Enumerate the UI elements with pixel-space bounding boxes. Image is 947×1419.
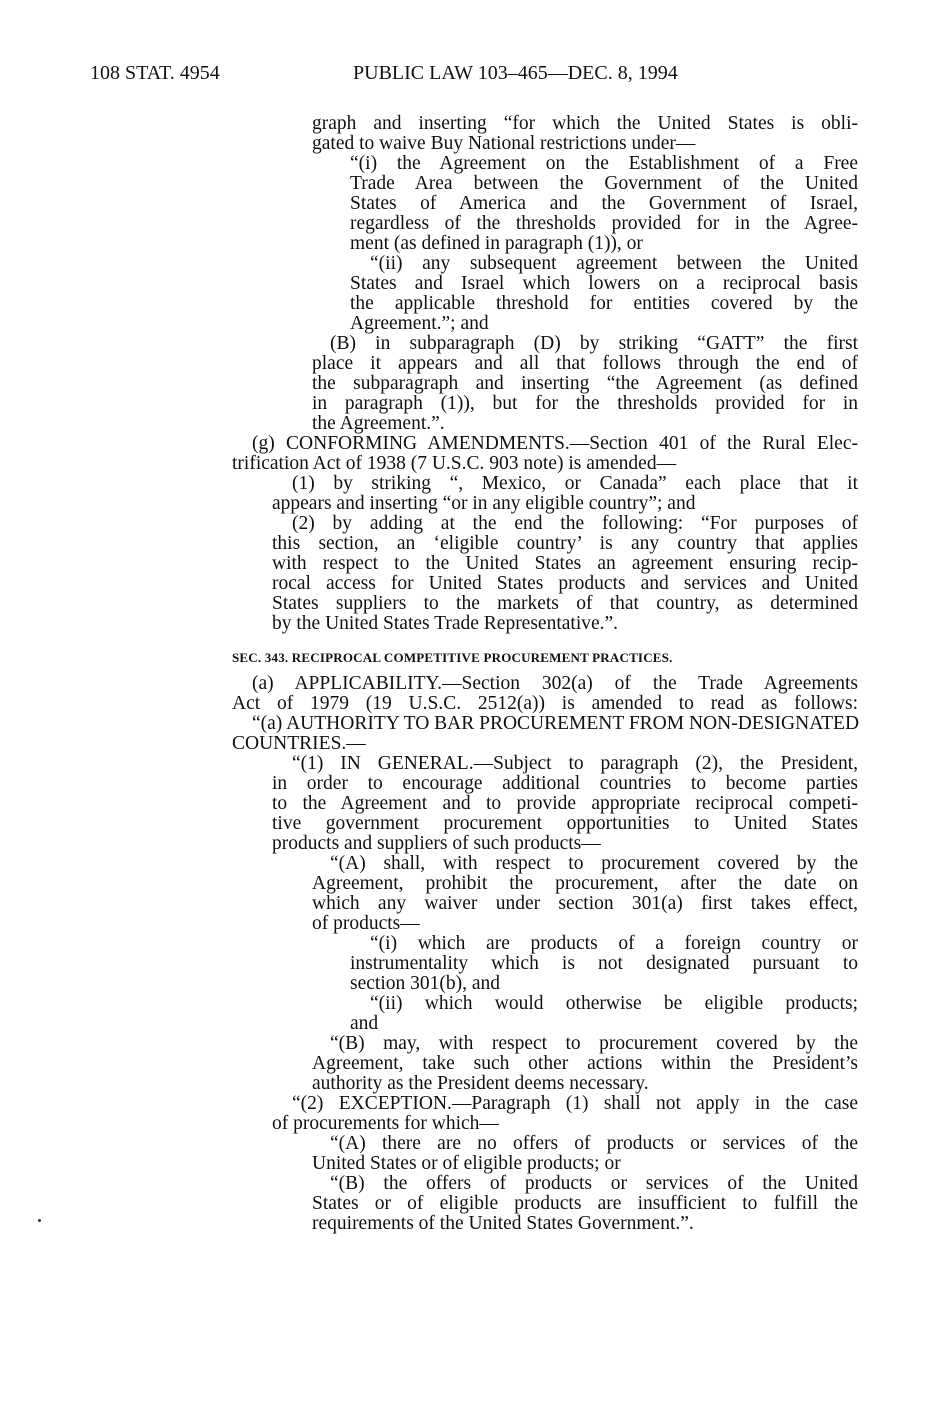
- text-line: with respect to the United States an agreement ensuring recip-: [272, 553, 858, 574]
- text-line: (1) by striking “, Mexico, or Canada” each place that it: [292, 473, 858, 494]
- text-line: by the United States Trade Representative.”.: [272, 613, 619, 634]
- text-line: appears and inserting “or in any eligible country”; and: [272, 493, 696, 514]
- text-line: States or of eligible products are insufficient to fulfill the: [312, 1193, 858, 1214]
- text-line: and: [350, 1013, 379, 1034]
- text-line: to the Agreement and to provide appropriate reciprocal competi-: [272, 793, 858, 814]
- text-line: rocal access for United States products and services and United: [272, 573, 858, 594]
- text-line: the subparagraph and inserting “the Agreement (as defined: [312, 373, 858, 394]
- text-line: States of America and the Government of Israel,: [350, 193, 858, 214]
- text-line: Agreement.”; and: [350, 313, 489, 334]
- text-line: graph and inserting “for which the United States is obli-: [312, 113, 858, 134]
- text-line: (B) in subparagraph (D) by striking “GATT” the first: [330, 333, 858, 354]
- text-line: place it appears and all that follows through the end of: [312, 353, 858, 374]
- text-line: authority as the President deems necessary.: [312, 1073, 649, 1094]
- text-line: (g) CONFORMING AMENDMENTS.—Section 401 of the Rural Elec-: [252, 433, 858, 454]
- text-line: “(i) the Agreement on the Establishment of a Free: [350, 153, 858, 174]
- text-line: the Agreement.”.: [312, 413, 445, 434]
- text-line: “(ii) which would otherwise be eligible products;: [370, 993, 858, 1014]
- text-line: ment (as defined in paragraph (1)), or: [350, 233, 643, 254]
- text-line: which any waiver under section 301(a) first takes effect,: [312, 893, 858, 914]
- text-line: “(A) there are no offers of products or services of the: [330, 1133, 858, 1154]
- text-line: “(B) may, with respect to procurement covered by the: [330, 1033, 858, 1054]
- text-line: of products—: [312, 913, 420, 934]
- text-line: this section, an ‘eligible country’ is any country that applies: [272, 533, 858, 554]
- text-line: products and suppliers of such products—: [272, 833, 601, 854]
- text-line: of procurements for which—: [272, 1113, 499, 1134]
- text-line: Trade Area between the Government of the United: [350, 173, 858, 194]
- text-line: “(A) shall, with respect to procurement covered by the: [330, 853, 858, 874]
- text-line: tive government procurement opportunities to United States: [272, 813, 858, 834]
- section-heading: SEC. 343. RECIPROCAL COMPETITIVE PROCUREMENT PRACTICES.: [232, 650, 673, 665]
- text-line: in paragraph (1)), but for the thresholds provided for in: [312, 393, 858, 414]
- text-line: requirements of the United States Government.”.: [312, 1213, 694, 1234]
- text-line: section 301(b), and: [350, 973, 501, 994]
- text-line: the applicable threshold for entities covered by the: [350, 293, 858, 314]
- text-line: States and Israel which lowers on a reciprocal basis: [350, 273, 858, 294]
- text-line: “(i) which are products of a foreign country or: [370, 933, 858, 954]
- text-line: Agreement, prohibit the procurement, after the date on: [312, 873, 858, 894]
- text-line: States suppliers to the markets of that country, as determined: [272, 593, 858, 614]
- text-line: “(ii) any subsequent agreement between the United: [370, 253, 858, 274]
- header-stat-reference: 108 STAT. 4954: [90, 62, 220, 84]
- text-line: instrumentality which is not designated pursuant to: [350, 953, 858, 974]
- header-public-law: PUBLIC LAW 103–465—DEC. 8, 1994: [353, 62, 678, 84]
- text-line: regardless of the thresholds provided for in the Agree-: [350, 213, 858, 234]
- text-line: United States or of eligible products; or: [312, 1153, 621, 1174]
- text-line: “(1) IN GENERAL.—Subject to paragraph (2), the President,: [292, 753, 858, 774]
- text-line: Act of 1979 (19 U.S.C. 2512(a)) is amended to read as follows:: [232, 693, 858, 714]
- text-line: in order to encourage additional countries to become parties: [272, 773, 858, 794]
- text-line: (a) APPLICABILITY.—Section 302(a) of the Trade Agreements: [252, 673, 858, 694]
- scan-speck: [38, 1219, 41, 1222]
- text-line: “(B) the offers of products or services of the United: [330, 1173, 858, 1194]
- text-line: COUNTRIES.—: [232, 733, 366, 754]
- text-line: gated to waive Buy National restrictions under—: [312, 133, 696, 154]
- text-line: trification Act of 1938 (7 U.S.C. 903 note) is amended—: [232, 453, 677, 474]
- text-line: “(a) AUTHORITY TO BAR PROCUREMENT FROM NON-DESIGNATED: [252, 713, 860, 734]
- text-line: (2) by adding at the end the following: “For purposes of: [292, 513, 858, 534]
- text-line: Agreement, take such other actions within the President’s: [312, 1053, 858, 1074]
- text-line: “(2) EXCEPTION.—Paragraph (1) shall not apply in the case: [292, 1093, 858, 1114]
